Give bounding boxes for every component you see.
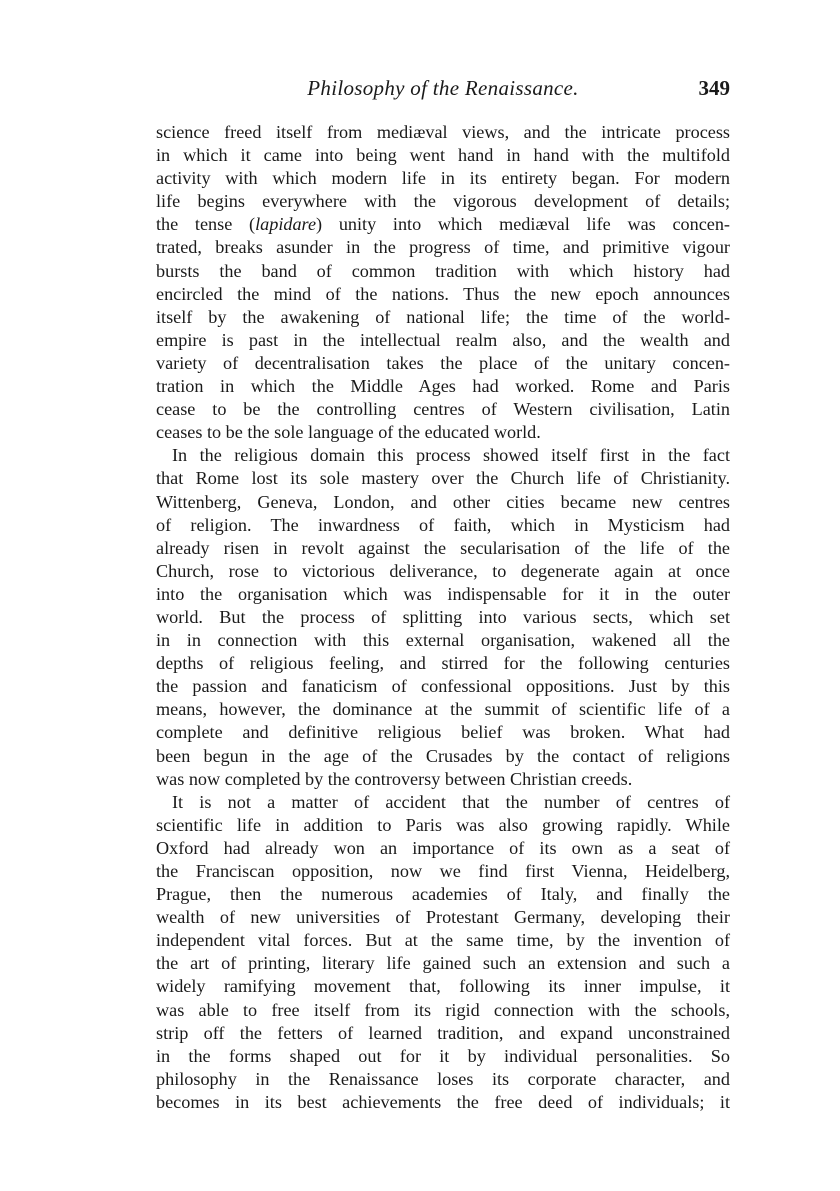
text-line: itself by the awakening of national life; the time of the world- [156, 306, 730, 327]
text-line: becomes in its best achievements the free deed of individuals; it [156, 1091, 730, 1112]
page-number: 349 [698, 76, 730, 100]
text-line: strip off the fetters of learned tradition, and expand unconstrained [156, 1022, 730, 1043]
text-line: Wittenberg, Geneva, London, and other cities became new centres [156, 491, 730, 512]
text-line: scientific life in addition to Paris was also growing rapidly. While [156, 814, 730, 835]
text-line: wealth of new universities of Protestant Germany, developing their [156, 907, 730, 928]
text-line: life begins everywhere with the vigorous development of details; [156, 191, 730, 212]
text-line: philosophy in the Renaissance loses its corporate character, and [156, 1068, 730, 1089]
text-line: In the religious domain this process showed itself first in the fact [172, 445, 730, 466]
text-line: tration in which the Middle Ages had worked. Rome and Paris [156, 376, 730, 397]
text-line: trated, breaks asunder in the progress of time, and primitive vigour [156, 237, 730, 258]
italic-term: lapidare [255, 214, 317, 235]
text-line: science freed itself from mediæval views, and the intricate process [156, 122, 730, 142]
text-line: was able to free itself from its rigid connection with the schools, [156, 999, 730, 1020]
text-line: in the forms shaped out for it by individual personalities. So [156, 1045, 730, 1066]
text-line: Oxford had already won an importance of its own as a seat of [156, 837, 730, 858]
text-line: bursts the band of common tradition with which history had [156, 260, 730, 281]
text-line: variety of decentralisation takes the place of the unitary concen- [156, 352, 730, 373]
text-line: in in connection with this external organisation, wakened all the [156, 630, 730, 651]
body-text [156, 121, 730, 1114]
page-header [156, 76, 730, 106]
text-line: world. But the process of splitting into various sects, which set [156, 606, 730, 627]
text-line: activity with which modern life in its entirety began. For modern [156, 168, 730, 189]
text-line: ceases to be the sole language of the educated world. [156, 422, 541, 443]
text-line: that Rome lost its sole mastery over the Church life of Christianity. [156, 468, 730, 489]
text-line: been begun in the age of the Crusades by the contact of religions [156, 745, 730, 766]
text-line: was now completed by the controversy between Christian creeds. [156, 768, 633, 789]
text-line: in which it came into being went hand in hand with the multifold [156, 145, 730, 166]
text-line: complete and definitive religious belief was broken. What had [156, 722, 730, 743]
text-line: means, however, the dominance at the summit of scientific life of a [156, 699, 730, 720]
text-line: the Franciscan opposition, now we find first Vienna, Heidelberg, [156, 861, 730, 881]
text-line: depths of religious feeling, and stirred for the following centuries [156, 653, 730, 674]
text-line: widely ramifying movement that, following its inner impulse, it [156, 976, 730, 997]
text-line: the art of printing, literary life gained such an extension and such a [156, 953, 730, 974]
text-line: cease to be the controlling centres of Western civilisation, Latin [156, 399, 730, 420]
text-line: the passion and fanaticism of confessional oppositions. Just by this [156, 676, 730, 697]
text-line: Prague, then the numerous academies of Italy, and finally the [156, 884, 730, 905]
running-head: Philosophy of the Renaissance. [307, 76, 579, 100]
text-line: into the organisation which was indispensable for it in the outer [156, 583, 730, 604]
text-line: encircled the mind of the nations. Thus the new epoch announces [156, 283, 730, 304]
text-line: It is not a matter of accident that the number of centres of [172, 791, 730, 812]
text-line: independent vital forces. But at the same time, by the invention of [156, 930, 730, 951]
text-line: already risen in revolt against the secularisation of the life of the [156, 537, 730, 558]
text-line: the tense (lapidare) unity into which mediæval life was concen- [156, 214, 730, 235]
text-line: empire is past in the intellectual realm also, and the wealth and [156, 329, 730, 350]
text-line: of religion. The inwardness of faith, which in Mysticism had [156, 514, 730, 535]
text-line: Church, rose to victorious deliverance, to degenerate again at once [156, 560, 730, 581]
